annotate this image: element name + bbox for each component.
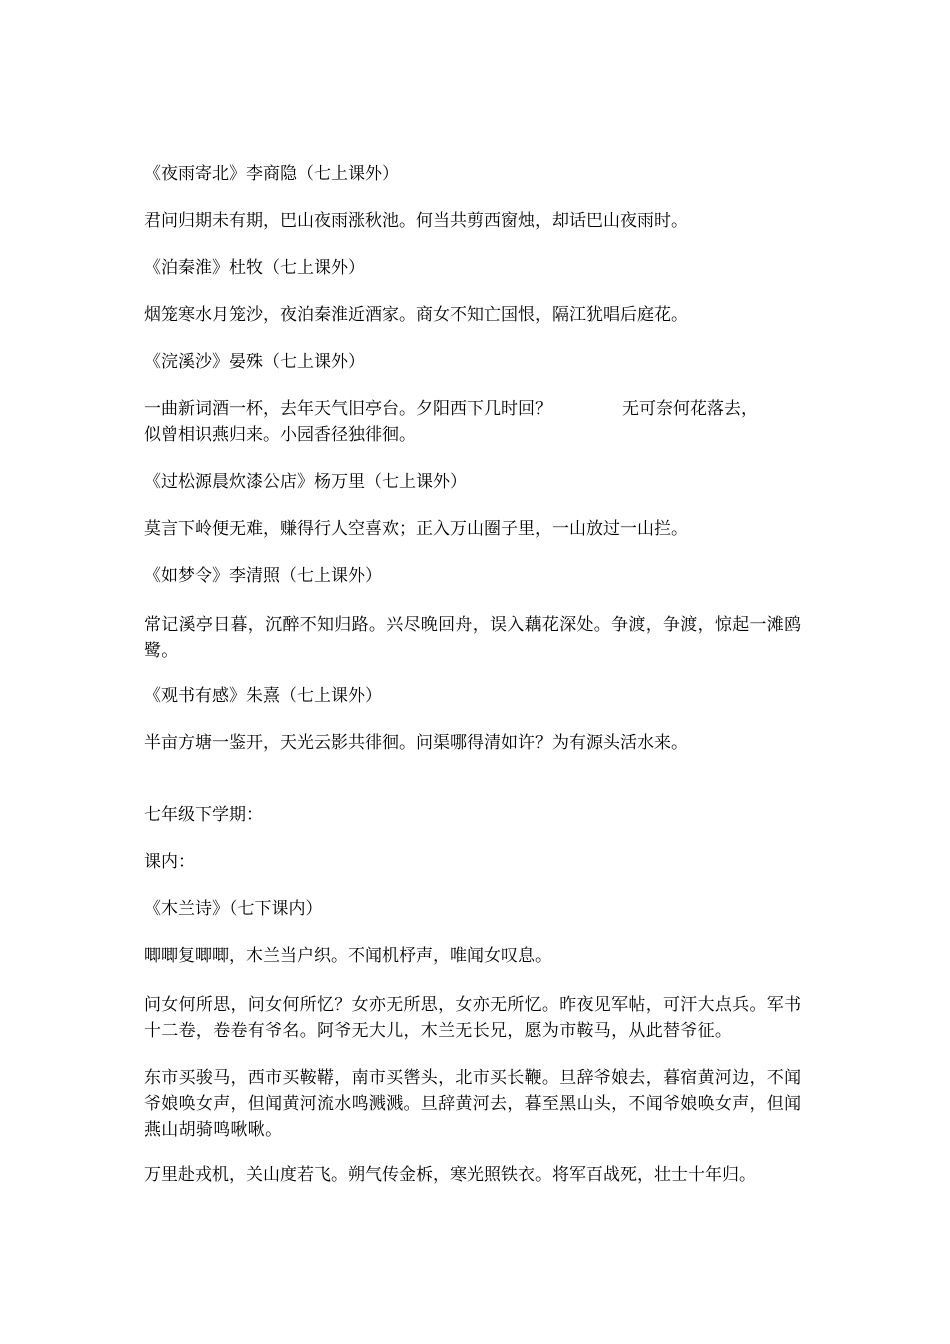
poem-text: 常记溪亭日暮，沉醉不知归路。兴尽晚回舟，误入藕花深处。争渡，争渡，惊起一滩鸥鹭。 — [144, 615, 802, 661]
poem-paragraph: 万里赴戎机，关山度若飞。朔气传金柝，寒光照铁衣。将军百战死，壮士十年归。 — [144, 1165, 756, 1185]
poem-title: 《木兰诗》（七下课内） — [144, 899, 323, 919]
poem-text-part: 无可奈何花落去， — [622, 399, 758, 419]
poem-text: 似曾相识燕归来。小园香径独徘徊。 — [144, 425, 416, 445]
poem-paragraph: 东市买骏马，西市买鞍鞯，南市买辔头，北市买长鞭。旦辞爷娘去，暮宿黄河边，不闻爷娘唤女声，但闻黄河流水鸣溅溅。旦辞黄河去，暮至黑山头，不闻爷娘唤女声，但闻燕山胡骑鸣啾啾。 — [144, 1068, 802, 1140]
poem-title: 《夜雨寄北》李商隐（七上课外） — [144, 164, 399, 184]
poem-paragraph: 问女何所思，问女何所忆？女亦无所思，女亦无所忆。昨夜见军帖，可汗大点兵。军书十二卷，卷卷有爷名。阿爷无大儿，木兰无长兄，愿为市鞍马，从此替爷征。 — [144, 995, 802, 1041]
poem-title: 《如梦令》李清照（七上课外） — [144, 566, 382, 586]
poem-text: 君问归期未有期，巴山夜雨涨秋池。何当共剪西窗烛，却话巴山夜雨时。 — [144, 211, 688, 231]
poem-title: 《浣溪沙》晏殊（七上课外） — [144, 352, 365, 372]
poem-text — [144, 398, 758, 420]
poem-title: 《泊秦淮》杜牧（七上课外） — [144, 258, 365, 278]
section-heading: 七年级下学期： — [144, 805, 263, 825]
poem-text: 莫言下岭便无难，赚得行人空喜欢；正入万山圈子里，一山放过一山拦。 — [144, 519, 688, 539]
poem-text: 烟笼寒水月笼沙，夜泊秦淮近酒家。商女不知亡国恨，隔江犹唱后庭花。 — [144, 305, 688, 325]
poem-text-part: 一曲新词酒一杯，去年天气旧亭台。夕阳西下几时回？ — [144, 399, 552, 419]
poem-title: 《观书有感》朱熹（七上课外） — [144, 686, 382, 706]
poem-paragraph: 唧唧复唧唧，木兰当户织。不闻机杼声，唯闻女叹息。 — [144, 946, 552, 966]
poem-text: 半亩方塘一鉴开，天光云影共徘徊。问渠哪得清如许？为有源头活水来。 — [144, 733, 688, 753]
section-subheading: 课内： — [144, 852, 195, 872]
poem-title: 《过松源晨炊漆公店》杨万里（七上课外） — [144, 472, 467, 492]
